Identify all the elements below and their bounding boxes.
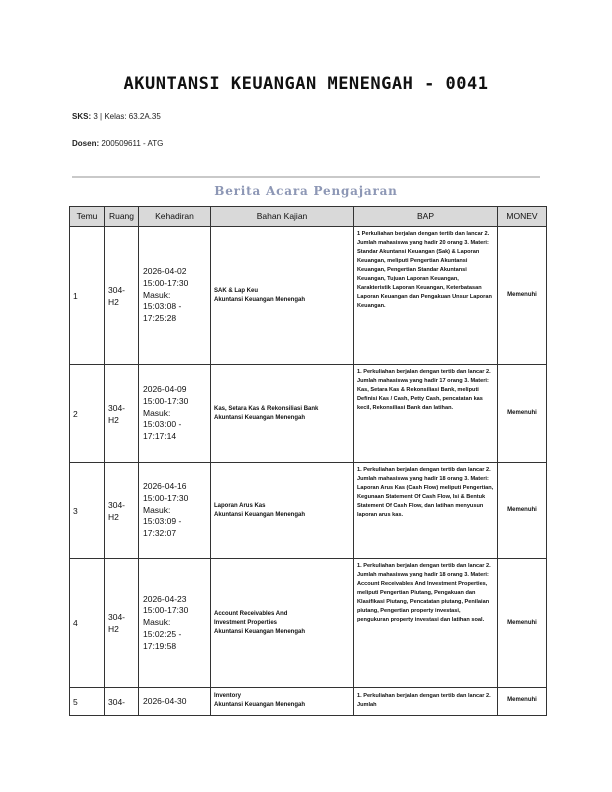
table-row bbox=[70, 688, 547, 716]
bap-cell: 1. Perkuliahan berjalan dengan tertib dan lancar 2. Jumlah bbox=[354, 688, 498, 716]
monev-cell: Memenuhi bbox=[498, 463, 547, 559]
ruang-line: H2 bbox=[108, 296, 119, 307]
attendance-label: Masuk: bbox=[143, 617, 171, 628]
attendance-in: 15:03:00 - bbox=[143, 419, 182, 430]
attendance-out: 17:17:14 bbox=[143, 431, 177, 442]
temu-cell: 2 bbox=[70, 365, 105, 463]
course-name: Akuntansi Keuangan Menengah bbox=[214, 414, 306, 421]
ruang-line: 304- bbox=[108, 284, 126, 295]
temu-cell: 5 bbox=[70, 688, 105, 716]
header-bap: BAP bbox=[354, 207, 498, 227]
attendance-label: Masuk: bbox=[143, 289, 171, 300]
topic: SAK & Lap Keu bbox=[214, 287, 259, 294]
header-kehadiran: Kehadiran bbox=[139, 207, 211, 227]
ruang-cell bbox=[105, 365, 139, 463]
attendance-in: 15:03:09 - bbox=[143, 516, 182, 527]
ruang-line: 304- bbox=[108, 499, 126, 510]
bahan-kajian-cell bbox=[211, 365, 354, 463]
bap-cell: 1 Perkuliahan berjalan dengan tertib dan lancar 2. Jumlah mahasiswa yang hadir 20 orang 3. Materi: Standar Akuntansi Keuangan (Sak) & Laporan Keuangan, meliputi Pengertian Akuntansi Keuangan, Pengertian Standar Akuntansi Keuangan, Tujuan Laporan Keuangan, Karakteristik Laporan Keuangan, Keterbatasan Laporan Keuangan dan Pengakuan Unsur Laporan Keuangan. bbox=[354, 227, 498, 365]
table-row bbox=[70, 463, 547, 559]
header-ruang: Ruang bbox=[105, 207, 139, 227]
kehadiran-cell bbox=[139, 559, 211, 688]
course-name: Akuntansi Keuangan Menengah bbox=[214, 296, 306, 303]
sks-label: SKS: bbox=[72, 112, 92, 121]
course-name: Akuntansi Keuangan Menengah bbox=[214, 511, 306, 518]
attendance-schedule: 15:00-17:30 bbox=[143, 492, 189, 503]
topic: Laporan Arus Kas bbox=[214, 502, 266, 509]
attendance-out: 17:25:28 bbox=[143, 313, 177, 324]
attendance-date: 2026-04-16 bbox=[143, 481, 187, 491]
attendance-label: Masuk: bbox=[143, 504, 171, 515]
topic: Account Receivables And bbox=[214, 610, 288, 617]
monev-cell: Memenuhi bbox=[498, 227, 547, 365]
header-temu: Temu bbox=[70, 207, 105, 227]
temu-cell: 4 bbox=[70, 559, 105, 688]
table-row bbox=[70, 227, 547, 365]
ruang-line: 304- bbox=[108, 402, 126, 413]
monev-cell: Memenuhi bbox=[498, 559, 547, 688]
topic: Kas, Setara Kas & Rekonsiliasi Bank bbox=[214, 405, 319, 412]
attendance-out: 17:19:58 bbox=[143, 640, 177, 651]
dosen-label: Dosen: bbox=[72, 139, 100, 148]
sks-class-value: 3 | Kelas: 63.2A.35 bbox=[93, 112, 161, 121]
ruang-cell bbox=[105, 227, 139, 365]
bahan-kajian-cell bbox=[211, 227, 354, 365]
divider bbox=[72, 176, 540, 178]
ruang-line: H2 bbox=[108, 624, 119, 634]
kehadiran-cell bbox=[139, 365, 211, 463]
ruang-line: H2 bbox=[108, 511, 119, 522]
header-bahan-kajian: Bahan Kajian bbox=[211, 207, 354, 227]
attendance-in: 15:02:25 - bbox=[143, 628, 182, 639]
monev-cell: Memenuhi bbox=[498, 365, 547, 463]
course-credits-class bbox=[72, 112, 161, 121]
kehadiran-cell bbox=[139, 227, 211, 365]
ruang-cell bbox=[105, 559, 139, 688]
attendance-date: 2026-04-23 bbox=[143, 593, 187, 604]
attendance-schedule: 15:00-17:30 bbox=[143, 605, 189, 616]
attendance-date: 2026-04-30 bbox=[143, 696, 187, 706]
table-row bbox=[70, 365, 547, 463]
ruang-cell bbox=[105, 688, 139, 716]
bahan-kajian-cell bbox=[211, 688, 354, 716]
attendance-date: 2026-04-09 bbox=[143, 384, 187, 394]
topic: Inventory bbox=[214, 693, 242, 699]
attendance-schedule: 15:00-17:30 bbox=[143, 277, 189, 288]
course-name: Akuntansi Keuangan Menengah bbox=[214, 628, 306, 635]
temu-cell: 3 bbox=[70, 463, 105, 559]
page-title: AKUNTANSI KEUANGAN MENENGAH - 0041 bbox=[123, 74, 489, 94]
bap-cell: 1. Perkuliahan berjalan dengan tertib dan lancar 2. Jumlah mahasiswa yang hadir 18 orang 3. Materi: Account Receivables And Investment Properties, meliputi Pengertian Piutang, Pengakuan dan Klasifikasi Piutang, Pencatatan piutang, Penilaian piutang, Pengertian property investasi, pengukuran property investasi dan latihan soal. bbox=[354, 559, 498, 688]
dosen-value: 200509611 - ATG bbox=[101, 139, 164, 148]
kehadiran-cell bbox=[139, 463, 211, 559]
attendance-date: 2026-04-02 bbox=[143, 266, 187, 276]
attendance-in: 15:03:08 - bbox=[143, 301, 182, 312]
ruang-line: H2 bbox=[108, 414, 119, 425]
topic-continued: Investment Properties bbox=[214, 619, 278, 626]
bahan-kajian-cell bbox=[211, 463, 354, 559]
bahan-kajian-cell bbox=[211, 559, 354, 688]
table-header-row bbox=[70, 207, 547, 227]
section-title: Berita Acara Pengajaran bbox=[214, 184, 398, 198]
attendance-out: 17:32:07 bbox=[143, 528, 177, 539]
temu-cell: 1 bbox=[70, 227, 105, 365]
monev-cell: Memenuhi bbox=[498, 688, 547, 716]
table-row bbox=[70, 559, 547, 688]
course-name: Akuntansi Keuangan Menengah bbox=[214, 702, 306, 708]
bap-cell: 1. Perkuliahan berjalan dengan tertib dan lancar 2. Jumlah mahasiswa yang hadir 18 orang 3. Materi: Laporan Arus Kas (Cash Flow) meliputi Pengertian, Kegunaan Statement Of Cash Flow, Isi & Bentuk Statement Of Cash Flow, dan latihan menyusun laporan arus kas. bbox=[354, 463, 498, 559]
ruang-line: 304- bbox=[108, 697, 126, 707]
attendance-schedule: 15:00-17:30 bbox=[143, 395, 189, 406]
header-monev: MONEV bbox=[498, 207, 547, 227]
teaching-report-table bbox=[69, 206, 547, 716]
bap-cell: 1. Perkuliahan berjalan dengan tertib dan lancar 2. Jumlah mahasiswa yang hadir 17 orang 3. Materi: Kas, Setara Kas & Rekonsiliasi Bank, meliputi Definisi Kas / Cash, Petty Cash, pencatatan kas kecil, Rekonsiliasi Bank dan latihan. bbox=[354, 365, 498, 463]
ruang-cell bbox=[105, 463, 139, 559]
ruang-line: 304- bbox=[108, 612, 126, 622]
lecturer-info bbox=[72, 139, 163, 148]
kehadiran-cell bbox=[139, 688, 211, 716]
attendance-label: Masuk: bbox=[143, 407, 171, 418]
